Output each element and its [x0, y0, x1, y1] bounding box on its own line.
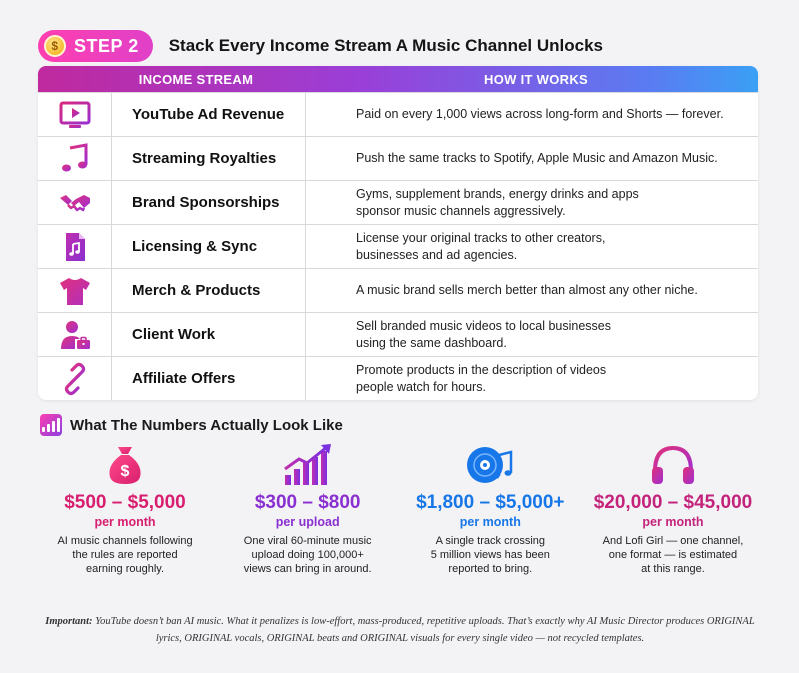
- earnings-card: [40, 442, 210, 576]
- table-row: [38, 356, 758, 400]
- stream-description: A music brand sells merch better than almost any other niche.: [356, 283, 698, 297]
- numbers-title: What The Numbers Actually Look Like: [70, 416, 343, 434]
- earnings-period: per month: [459, 515, 521, 529]
- earnings-card: [588, 442, 758, 576]
- note-text: YouTube doesn’t ban AI music. What it penalizes is low-effort, mass-produced, repetitive uploads. That’s exactly why AI Music Director produces ORIGINAL lyrics, ORIGINAL vocals, ORIGINAL beats and ORIGINAL visuals for every single video — not recycled templates.: [92, 616, 755, 644]
- stream-name: Streaming Royalties: [112, 137, 306, 180]
- column-header-income-stream: INCOME STREAM: [138, 71, 254, 87]
- stream-name: Affiliate Offers: [112, 357, 306, 400]
- coin-icon: $: [44, 35, 66, 57]
- handshake-icon: [58, 186, 92, 220]
- table-row: [38, 268, 758, 312]
- column-header-how-it-works: HOW IT WORKS: [484, 71, 588, 87]
- earnings-description: One viral 60-minute music upload doing 100,000+ views can bring in around.: [243, 535, 372, 575]
- step-badge: [38, 30, 153, 62]
- earnings-period: per month: [642, 515, 704, 529]
- stream-description: Sell branded music videos to local businesses using the same dashboard.: [356, 318, 611, 350]
- earnings-description: And Lofi Girl — one channel, one format — is estimated at this range.: [602, 535, 744, 575]
- important-note: [40, 613, 760, 647]
- vinyl-music-icon: [465, 443, 515, 487]
- table-row: [38, 312, 758, 356]
- stream-name: YouTube Ad Revenue: [112, 93, 306, 136]
- table-row: [38, 136, 758, 180]
- link-icon: [58, 362, 92, 396]
- bar-chart-icon: [40, 414, 62, 436]
- earnings-description: A single track crossing 5 million views has been reported to bring.: [430, 535, 550, 575]
- page-title: Stack Every Income Stream A Music Channel Unlocks: [168, 36, 603, 55]
- step-label: STEP 2: [74, 35, 139, 56]
- music-note-icon: [58, 142, 92, 176]
- section-title: [40, 414, 343, 436]
- headphones-icon: [648, 443, 698, 487]
- earnings-card: [223, 442, 393, 576]
- growth-chart-icon: [281, 443, 335, 487]
- stream-name: Brand Sponsorships: [112, 181, 306, 224]
- step-header: [38, 30, 603, 62]
- earnings-period: per month: [94, 515, 156, 529]
- music-file-icon: [58, 230, 92, 264]
- youtube-play-icon: [58, 98, 92, 132]
- stream-description: Paid on every 1,000 views across long-form and Shorts — forever.: [356, 107, 724, 121]
- stream-description: Push the same tracks to Spotify, Apple Music and Amazon Music.: [356, 151, 718, 165]
- note-label: Important:: [45, 616, 93, 627]
- client-briefcase-icon: [58, 318, 92, 352]
- table-header: [38, 66, 758, 92]
- earnings-cards: [40, 442, 758, 576]
- stream-name: Client Work: [112, 313, 306, 356]
- income-table: [38, 66, 758, 400]
- earnings-period: per upload: [275, 515, 340, 529]
- table-row: [38, 180, 758, 224]
- earnings-card: [405, 442, 575, 576]
- stream-name: Licensing & Sync: [112, 225, 306, 268]
- svg-text:$: $: [120, 463, 130, 480]
- tshirt-icon: [58, 274, 92, 308]
- stream-description: License your original tracks to other creators, businesses and ad agencies.: [356, 230, 606, 262]
- table-row: [38, 92, 758, 136]
- earnings-amount: $1,800 – $5,000+: [416, 492, 565, 513]
- earnings-description: AI music channels following the rules are reported earning roughly.: [57, 535, 193, 575]
- table-row: [38, 224, 758, 268]
- stream-description: Gyms, supplement brands, energy drinks and apps sponsor music channels aggressively.: [356, 186, 639, 218]
- stream-description: Promote products in the description of videos people watch for hours.: [356, 362, 607, 394]
- money-bag-icon: [103, 443, 147, 487]
- earnings-amount: $300 – $800: [254, 492, 361, 513]
- stream-name: Merch & Products: [112, 269, 306, 312]
- earnings-amount: $500 – $5,000: [64, 492, 186, 513]
- earnings-amount: $20,000 – $45,000: [593, 492, 753, 513]
